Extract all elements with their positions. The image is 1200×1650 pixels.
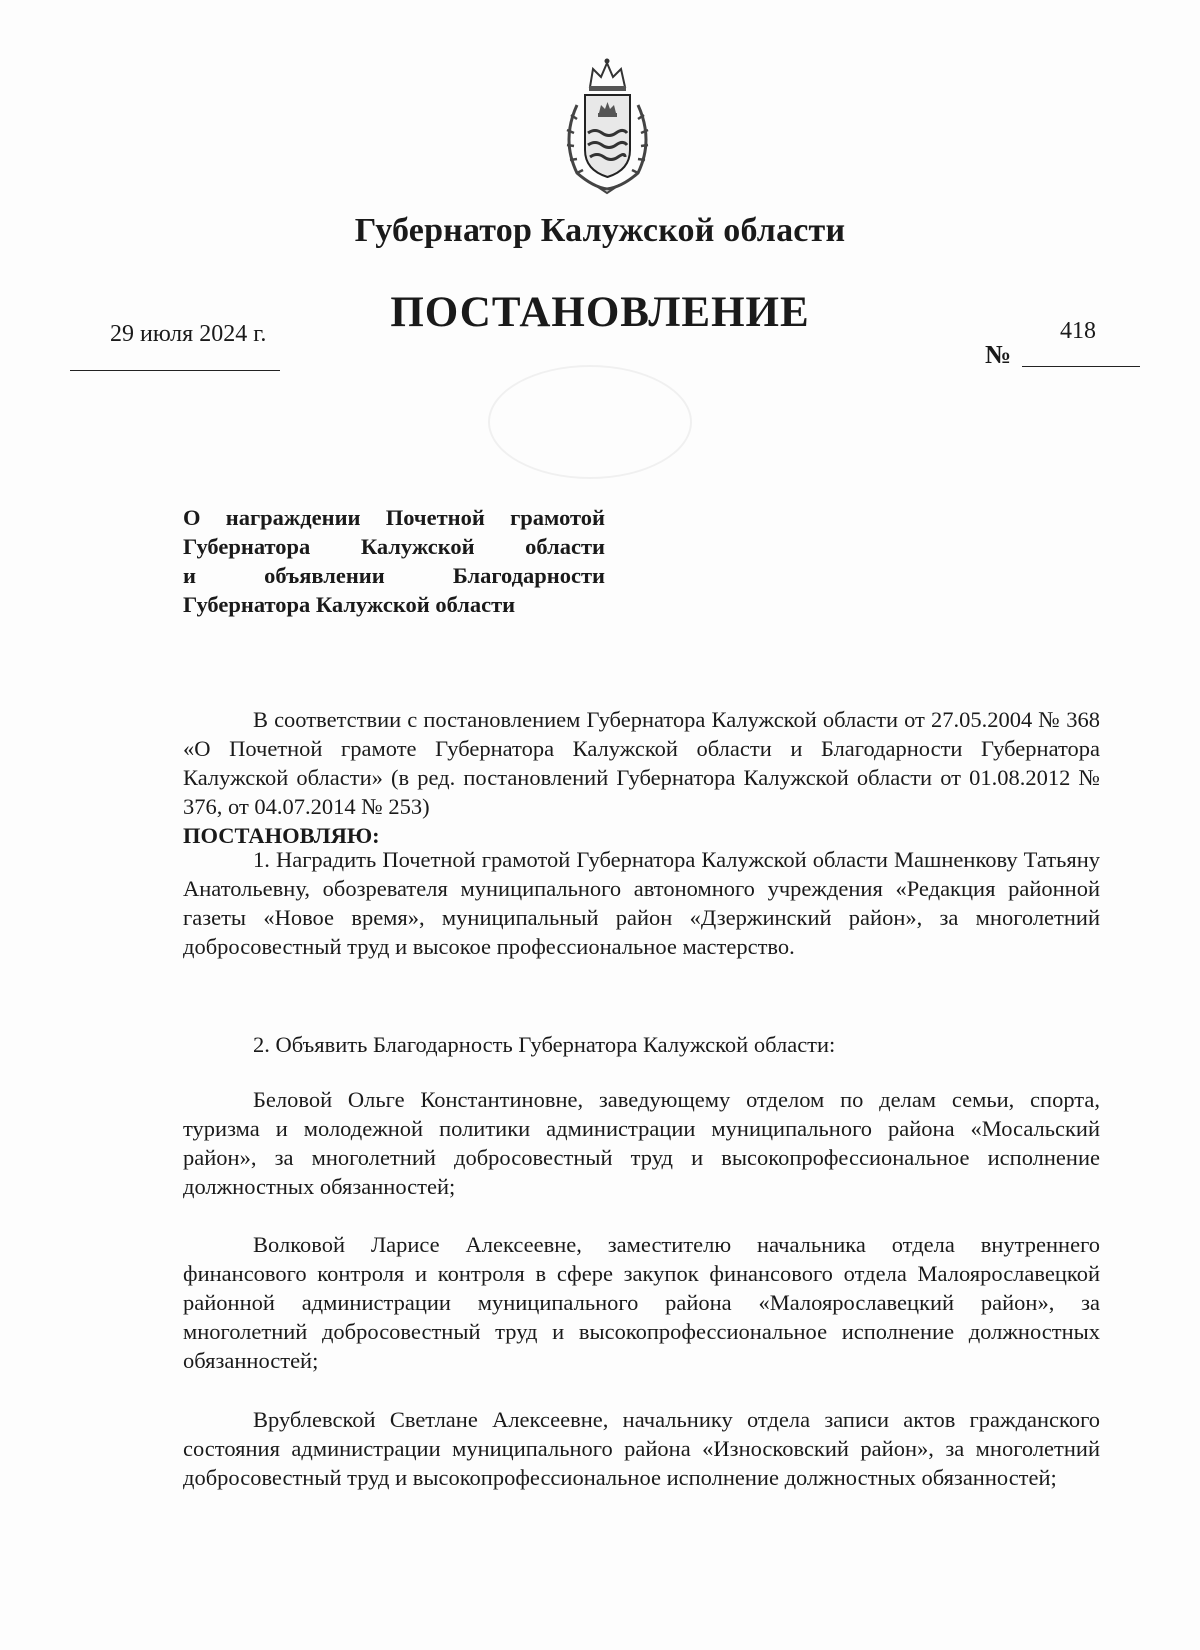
item-1-block xyxy=(183,845,1100,961)
recipient-paragraph: Волковой Ларисе Алексеевне, заместителю начальника отдела внутреннего финансового контроля и контроля в сфере закупок финансового отдела Малоярославецкой районной администрации муниципального района «Малоярославецкий район», за многолетний добросовестный труд и высокопрофессиональное исполнение должностных обязанностей; xyxy=(183,1232,1100,1373)
recipient-paragraph: Беловой Ольге Константиновне, заведующему отделом по делам семьи, спорта, туризма и молодежной политики администрации муниципального района «Мосальский район», за многолетний добросовестный труд и высокопрофессиональное исполнение должностных обязанностей; xyxy=(183,1087,1100,1199)
subject-line: Губернатора Калужской области xyxy=(183,592,516,617)
subject-line: О награждении Почетной грамотой xyxy=(183,505,605,530)
document-date: 29 июля 2024 г. xyxy=(110,321,267,347)
issuing-authority: Губернатор Калужской области xyxy=(354,212,846,249)
document-type-title: ПОСТАНОВЛЕНИЕ xyxy=(390,289,810,336)
recipient-paragraph: Врублевской Светлане Алексеевне, начальнику отдела записи актов гражданского состояния администрации муниципального района «Износковский район», за многолетний добросовестный труд и высокопрофессиональное исполнение должностных обязанностей; xyxy=(183,1407,1100,1490)
date-underline xyxy=(70,370,280,371)
reference-paragraph: В соответствии с постановлением Губернатора Калужской области от 27.05.2004 № 368 «О Почетной грамоте Губернатора Калужской области и Благодарности Губернатора Калужской области» (в ред. постановлений Губернатора Калужской области от 01.08.2012 № 376, от 04.07.2014 № 253) xyxy=(183,707,1100,819)
document-subject xyxy=(183,503,605,619)
document-number: 418 xyxy=(1060,318,1096,344)
item-2-paragraph: 2. Объявить Благодарность Губернатора Калужской области: xyxy=(253,1032,836,1057)
number-underline xyxy=(1022,366,1140,367)
item-2-block xyxy=(183,1030,1100,1059)
coat-of-arms-icon xyxy=(555,55,660,195)
faint-seal-impression xyxy=(488,365,692,479)
item-1-paragraph: 1. Наградить Почетной грамотой Губернатора Калужской области Машненкову Татьяну Анатольевну, обозревателя муниципального автономного учреждения «Редакция районной газеты «Новое время», муниципальный район «Дзержинский район», за многолетний добросовестный труд и высокое профессиональное мастерство. xyxy=(183,847,1100,959)
recipient-block xyxy=(183,1230,1100,1375)
subject-line: Губернатора Калужской области xyxy=(183,534,605,559)
subject-line: и объявлении Благодарности xyxy=(183,563,605,588)
reference-paragraph-block xyxy=(183,705,1100,850)
recipient-block xyxy=(183,1085,1100,1201)
recipient-block xyxy=(183,1405,1100,1492)
number-label: № xyxy=(985,340,1012,369)
decree-word: ПОСТАНОВЛЯЮ: xyxy=(183,823,380,848)
